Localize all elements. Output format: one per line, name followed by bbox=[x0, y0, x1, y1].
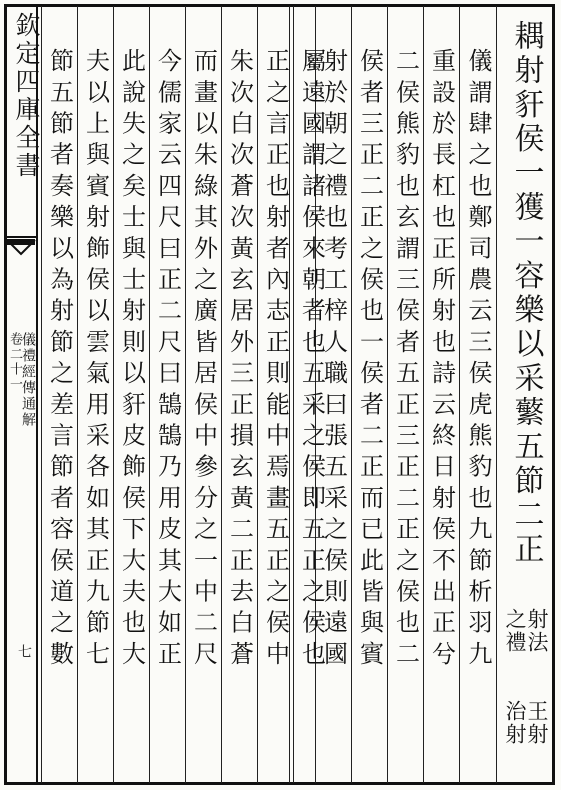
commentary-text: 重設於長杠也正所射也詩云終日射侯不出正兮 bbox=[427, 48, 456, 672]
text-column bbox=[113, 6, 149, 783]
commentary-text: 夫以上與賓射飾侯以雲氣用采各如其正九節七 bbox=[81, 48, 110, 672]
fishtail-icon bbox=[6, 238, 36, 268]
commentary-text: 此說失之矣士與士射則以豻皮飾侯下大夫也大 bbox=[117, 48, 146, 672]
commentary-text: 侯者三正二正之侯也一侯者二正而已此皆與賓 bbox=[355, 48, 384, 672]
text-column bbox=[257, 6, 293, 783]
book-title: 儀禮經傳通解 bbox=[20, 332, 36, 428]
commentary-text: 而畫以朱綠其外之廣皆居侯中參分之一中二尺 bbox=[189, 48, 218, 672]
text-column bbox=[77, 6, 113, 783]
margin-strip bbox=[4, 4, 41, 785]
commentary-text: 今儒家云四尺曰正二尺曰鵠鵠乃用皮其大如正 bbox=[153, 48, 182, 672]
chapter-label: 卷二十一 bbox=[7, 332, 22, 392]
note-left-1: 之禮 bbox=[503, 608, 527, 654]
commentary-text: 正之言正也射者內志正則能中焉畫五正之侯中 bbox=[261, 48, 290, 672]
page-number: 七 bbox=[16, 644, 32, 659]
inline-note-stack bbox=[500, 608, 554, 778]
commentary-text: 節五節者奏樂以為射節之差言節者容侯道之數 bbox=[45, 48, 74, 672]
commentary-text: 二侯熊豹也玄謂三侯者五正三正二正之侯也二 bbox=[391, 48, 420, 672]
text-column bbox=[149, 6, 185, 783]
collection-title: 欽定四庫全書 bbox=[12, 12, 41, 180]
commentary-text: 儀謂肆之也鄭司農云三侯虎熊豹也九節析羽九 bbox=[464, 48, 492, 672]
commentary-text: 射於朝之禮也考工梓人職曰張五采之侯則遠國 bbox=[319, 48, 348, 672]
text-column bbox=[293, 6, 329, 783]
text-column bbox=[423, 6, 459, 783]
text-column bbox=[387, 6, 423, 783]
text-column bbox=[185, 6, 221, 783]
main-text: 耦射豻侯一獲一容樂以采蘩五節二正 bbox=[508, 20, 544, 568]
fishtail-mark bbox=[6, 236, 36, 268]
text-column bbox=[221, 6, 257, 783]
text-column bbox=[41, 6, 77, 783]
text-column bbox=[351, 6, 387, 783]
note-right-2: 王射 bbox=[525, 700, 549, 746]
commentary-text: 屬遠國謂諸侯來朝者也五采之侯即五正之侯也 bbox=[297, 48, 326, 672]
note-left-2: 治射 bbox=[503, 700, 527, 746]
commentary-text: 朱次白次蒼次黃玄居外三正損玄黃二正去白蒼 bbox=[225, 48, 254, 672]
note-right-1: 射法 bbox=[525, 608, 549, 654]
text-column bbox=[459, 6, 496, 783]
